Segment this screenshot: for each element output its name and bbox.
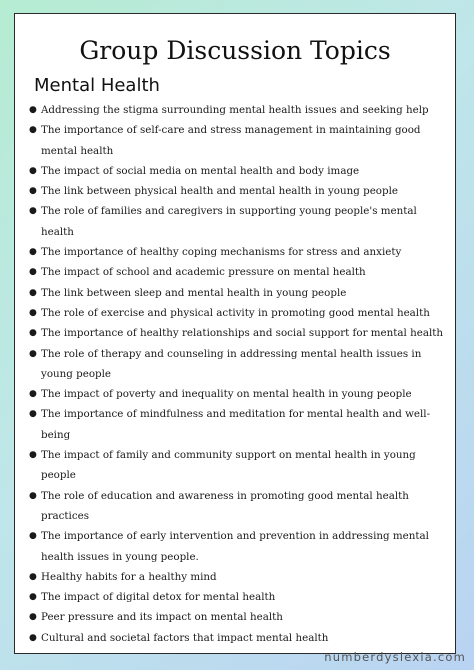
topic-text: The role of exercise and physical activity in promoting good mental health <box>41 306 430 319</box>
topic-item <box>15 486 455 527</box>
bullet-icon: ● <box>29 348 37 359</box>
topic-item <box>15 181 455 201</box>
website-watermark: numberdyslexia.com <box>324 650 466 664</box>
topic-item <box>15 526 455 567</box>
topic-text: The impact of digital detox for mental health <box>41 591 276 604</box>
topic-text: The link between sleep and mental health in young people <box>41 286 347 299</box>
topic-item <box>15 242 455 262</box>
topic-text: Addressing the stigma surrounding mental health issues and seeking help <box>41 104 429 116</box>
bullet-icon: ● <box>29 125 37 136</box>
bullet-icon: ● <box>29 592 37 603</box>
bullet-icon: ● <box>29 206 37 217</box>
topic-item <box>15 404 455 445</box>
bullet-icon: ● <box>29 571 37 582</box>
topic-text: Healthy habits for a healthy mind <box>41 570 217 583</box>
page-title: Group Discussion Topics <box>79 36 391 65</box>
worksheet-page <box>14 13 456 654</box>
topic-item <box>15 161 455 181</box>
topic-text: The link between physical health and mental health in young people <box>41 185 398 198</box>
topic-text: The importance of mindfulness and meditation for mental health and well-being <box>41 408 431 441</box>
topic-text: The role of families and caregivers in supporting young people's mental health <box>41 205 417 238</box>
topic-text: The importance of early intervention and prevention in addressing mental health issues in young people. <box>41 530 429 563</box>
topic-text: The impact of family and community support on mental health in young people <box>41 449 416 482</box>
bullet-icon: ● <box>29 612 37 623</box>
topic-item <box>15 628 455 648</box>
bullet-icon: ● <box>29 105 37 115</box>
bullet-icon: ● <box>29 328 37 339</box>
topic-item <box>15 607 455 627</box>
bullet-icon: ● <box>29 531 37 542</box>
topic-text: Peer pressure and its impact on mental health <box>41 611 283 624</box>
topic-text: The importance of healthy coping mechanisms for stress and anxiety <box>41 246 402 259</box>
topic-item <box>15 567 455 587</box>
topic-item <box>15 384 455 404</box>
topic-text: The impact of poverty and inequality on mental health in young people <box>41 388 412 401</box>
topic-text: The importance of self-care and stress management in maintaining good mental health <box>41 124 421 157</box>
topic-text: Cultural and societal factors that impact mental health <box>41 631 329 644</box>
topic-item <box>15 323 455 343</box>
topic-item <box>15 344 455 385</box>
bullet-icon: ● <box>29 409 37 420</box>
bullet-icon: ● <box>29 450 37 461</box>
bullet-icon: ● <box>29 287 37 298</box>
bullet-icon: ● <box>29 267 37 278</box>
section-heading: Mental Health <box>34 75 160 96</box>
topic-text: The impact of social media on mental health and body image <box>41 164 360 177</box>
topic-item <box>15 262 455 282</box>
topic-list <box>15 100 455 648</box>
topic-text: The role of therapy and counseling in addressing mental health issues in young people <box>41 347 422 380</box>
topic-item <box>15 283 455 303</box>
topic-text: The impact of school and academic pressure on mental health <box>41 266 366 279</box>
bullet-icon: ● <box>29 247 37 258</box>
topic-item <box>15 303 455 323</box>
topic-item <box>15 100 455 120</box>
bullet-icon: ● <box>29 632 37 643</box>
topic-item <box>15 201 455 242</box>
bullet-icon: ● <box>29 165 37 176</box>
topic-item <box>15 445 455 486</box>
topic-text: The role of education and awareness in promoting good mental health practices <box>41 489 409 522</box>
bullet-icon: ● <box>29 389 37 400</box>
bullet-icon: ● <box>29 186 37 197</box>
bullet-icon: ● <box>29 490 37 501</box>
bullet-icon: ● <box>29 307 37 318</box>
topic-item <box>15 587 455 607</box>
topic-text: The importance of healthy relationships and social support for mental health <box>41 327 444 340</box>
topic-item <box>15 120 455 161</box>
